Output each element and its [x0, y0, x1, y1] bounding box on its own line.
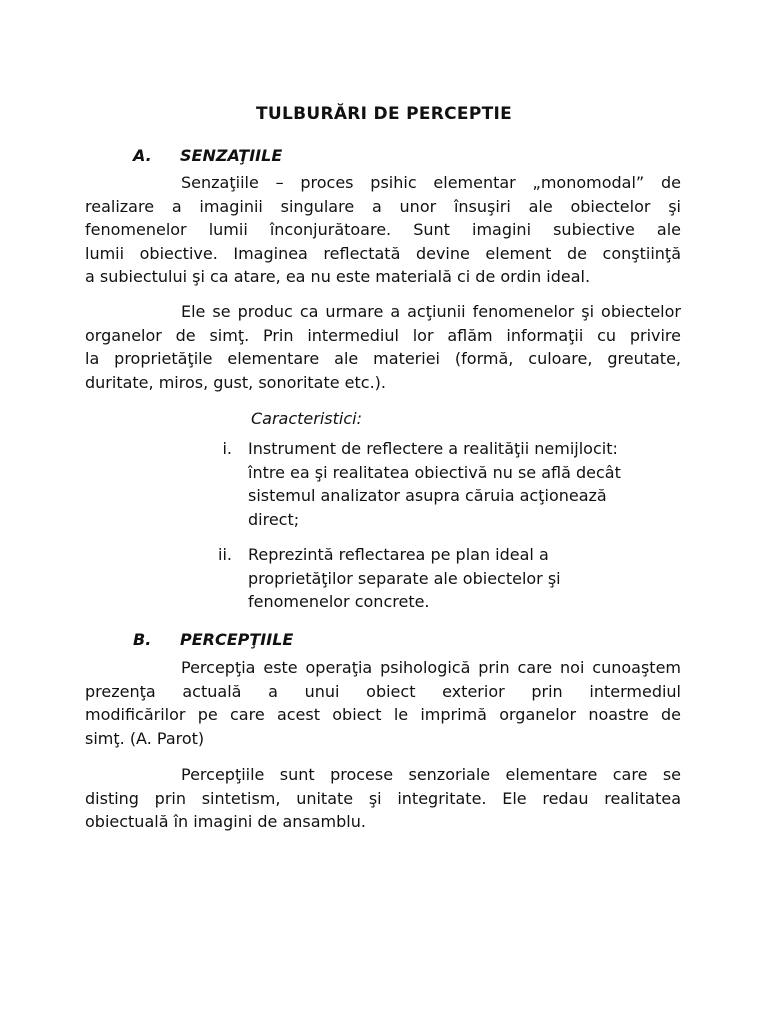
paragraph-line: Percepţiile sunt procese senzoriale elementare care se — [181, 765, 681, 784]
section-a-letter: A. — [133, 146, 152, 165]
list-item-line: Reprezintă reflectarea pe plan ideal a — [248, 545, 549, 564]
list-item-text — [248, 543, 688, 614]
list-item-line: proprietăţilor separate ale obiectelor şi — [248, 568, 561, 588]
list-item-text — [248, 437, 688, 531]
paragraph-line: organelor de simţ. Prin intermediul lor aflăm informaţii cu privire — [85, 325, 681, 345]
paragraph-line: simţ. (A. Parot) — [85, 728, 205, 748]
paragraph-line: disting prin sintetism, unitate şi integritate. Ele redau realitatea — [85, 788, 681, 808]
list-item-line: între ea şi realitatea obiectivă nu se află decât — [248, 462, 621, 482]
section-a-heading — [133, 146, 282, 165]
paragraph-line: lumii obiective. Imaginea reflectată devine element de conştiinţă — [85, 243, 681, 263]
list-marker: i. — [222, 439, 232, 458]
section-b-heading — [133, 630, 293, 649]
section-b-paragraph-1 — [85, 656, 681, 750]
list-item-line: Instrument de reflectere a realităţii nemijlocit: — [248, 439, 618, 458]
paragraph-line: prezenţa actuală a unui obiect exterior prin intermediul — [85, 681, 681, 701]
list-item-line: fenomenelor concrete. — [248, 592, 430, 611]
paragraph-line: Ele se produc ca urmare a acţiunii fenomenelor şi obiectelor — [181, 302, 681, 321]
paragraph-line: modificărilor pe care acest obiect le imprimă organelor noastre de — [85, 705, 681, 724]
paragraph-line: obiectuală în imagini de ansamblu. — [85, 812, 366, 831]
paragraph-line: fenomenelor lumii înconjurătoare. Sunt imagini subiective ale — [85, 220, 681, 239]
section-b-title: PERCEPŢIILE — [180, 630, 294, 649]
section-a-title: SENZAŢIILE — [180, 146, 283, 165]
section-b-letter: B. — [133, 630, 152, 649]
characteristics-label: Caracteristici: — [251, 409, 362, 428]
paragraph-line: a subiectului şi ca atare, ea nu este materială ci de ordin ideal. — [85, 267, 591, 286]
document-title: TULBURĂRI DE PERCEPTIE — [255, 104, 513, 124]
section-a-paragraph-1 — [85, 171, 681, 289]
paragraph-line: duritate, miros, gust, sonoritate etc.). — [85, 372, 387, 392]
paragraph-line: la proprietăţile elementare ale materiei (formă, culoare, greutate, — [85, 349, 681, 368]
section-b-paragraph-2 — [85, 763, 681, 834]
paragraph-line: realizare a imaginii singulare a unor însuşiri ale obiectelor şi — [85, 196, 681, 216]
paragraph-line: Senzaţiile – proces psihic elementar „monomodal” de — [181, 173, 681, 192]
section-a-paragraph-2 — [85, 300, 681, 394]
list-item-line: direct; — [248, 509, 300, 529]
paragraph-line: Percepţia este operaţia psihologică prin care noi cunoaştem — [181, 658, 681, 677]
list-marker: ii. — [218, 545, 232, 564]
list-item-line: sistemul analizator asupra căruia acţionează — [248, 486, 607, 505]
